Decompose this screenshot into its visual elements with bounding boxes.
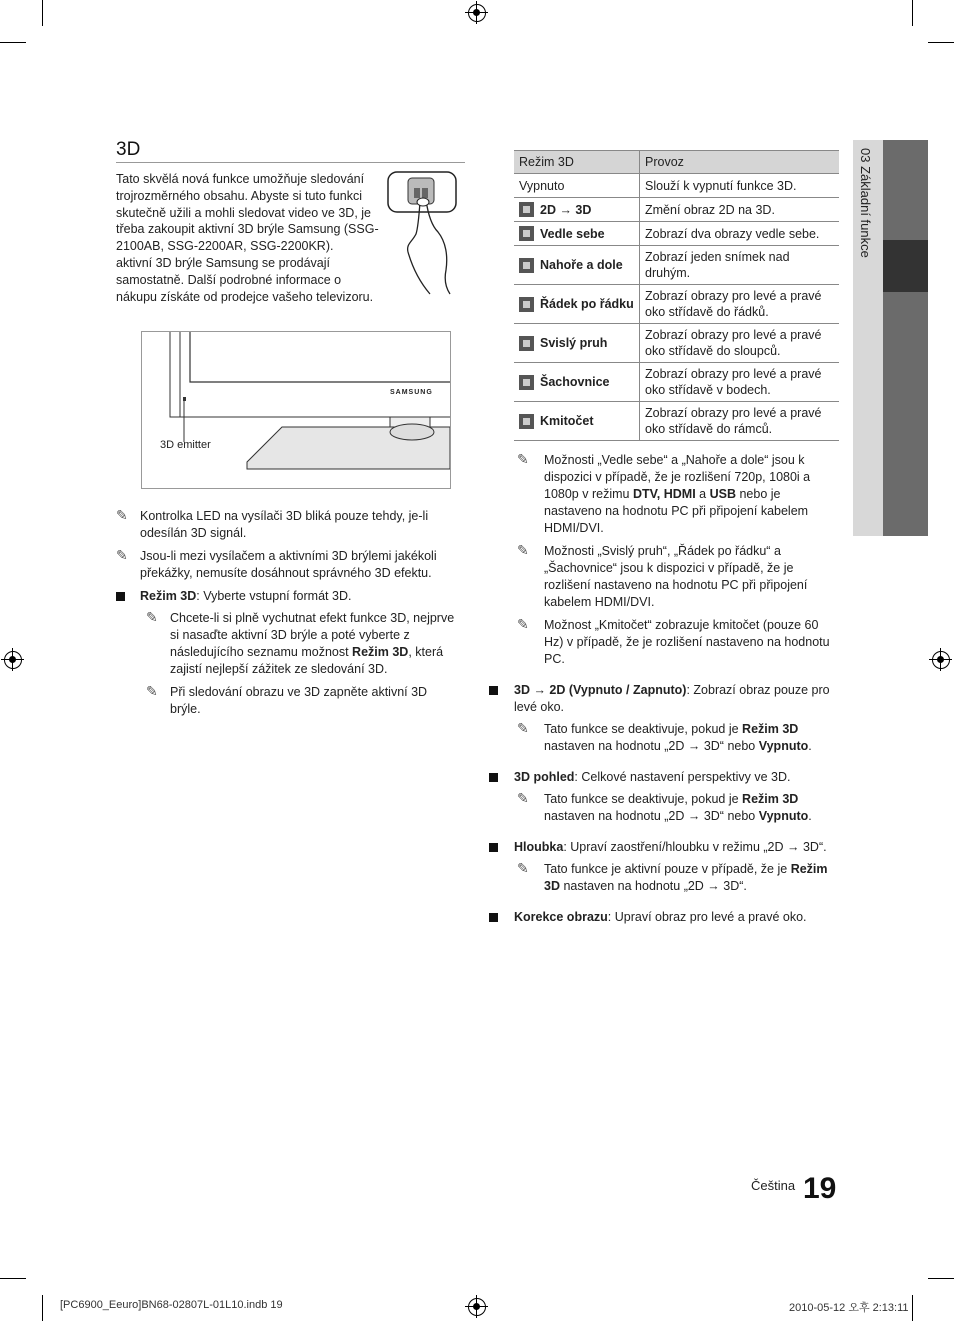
- intro-text: [116, 171, 382, 305]
- note-pencil-icon: ✎: [116, 507, 128, 523]
- mode-cell: Vedle sebe: [514, 222, 640, 246]
- note: ✎ Jsou-li mezi vysílačem a aktivními 3D brýlemi jakékoli překážky, nemusíte dosáhnout správného 3D efektu.: [116, 547, 437, 580]
- side-by-side-icon: [519, 226, 534, 241]
- table-row: [514, 222, 839, 246]
- note-pencil-icon: ✎: [146, 609, 158, 625]
- registration-mark-icon: [4, 651, 22, 669]
- crop-mark: [928, 42, 954, 43]
- crop-mark: [912, 0, 913, 26]
- note-pencil-icon: ✎: [146, 683, 158, 699]
- table-row: [514, 285, 839, 324]
- op-cell: Zobrazí dva obrazy vedle sebe.: [640, 222, 840, 246]
- note: ✎ Chcete-li si plně vychutnat efekt funkce 3D, nejprve si nasaďte aktivní 3D brýle a poté vyberte z následujícího seznamu možnost Režim 3D, která zajistí nejlepší zážitek ze sledování 3D.: [146, 609, 455, 676]
- op-cell: Slouží k vypnutí funkce 3D.: [640, 174, 840, 198]
- mode-cell: Kmitočet: [514, 402, 640, 441]
- registration-mark-icon: [468, 4, 486, 22]
- note-pencil-icon: ✎: [517, 860, 529, 876]
- crop-mark: [912, 1295, 913, 1321]
- note-pencil-icon: ✎: [517, 616, 529, 632]
- note-pencil-icon: ✎: [116, 547, 128, 563]
- table-row: [514, 324, 839, 363]
- bullet-item: Hloubka: Upraví zaostření/hloubku v režimu „2D → 3D“.: [489, 839, 839, 856]
- vertical-stripe-icon: [519, 336, 534, 351]
- note: ✎ Tato funkce se deaktivuje, pokud je Režim 3D nastaven na hodnotu „2D → 3D“ nebo Vypnuto.: [517, 720, 812, 753]
- note: ✎ Tato funkce je aktivní pouze v případě, že je Režim 3D nastaven na hodnotu „2D → 3D“.: [517, 860, 828, 893]
- table-row: [514, 402, 839, 441]
- note: ✎ Možnosti „Vedle sebe“ a „Nahoře a dole“ jsou k dispozici v případě, že je rozlišení 720p, 1080i a 1080p v režimu DTV, HDMI a USB nebo je nastaveno na hodnotu PC při připojení kabelem HDMI/DVI.: [517, 451, 811, 535]
- frequency-icon: [519, 414, 534, 429]
- bullet-square-icon: [489, 913, 498, 922]
- table-header: Režim 3D: [514, 151, 640, 174]
- tv-brand-logo: SAMSUNG: [390, 389, 433, 396]
- registration-mark-icon: [932, 651, 950, 669]
- print-footer-date: 2010-05-12 오후 2:13:11: [789, 1302, 909, 1314]
- op-cell: Změní obraz 2D na 3D.: [640, 198, 840, 222]
- crop-mark: [928, 1278, 954, 1279]
- note-pencil-icon: ✎: [517, 451, 529, 467]
- bullet-square-icon: [489, 686, 498, 695]
- note-pencil-icon: ✎: [517, 542, 529, 558]
- chapter-tab: [853, 140, 928, 536]
- note: ✎ Při sledování obrazu ve 3D zapněte aktivní 3D brýle.: [146, 683, 428, 716]
- op-cell: Zobrazí obrazy pro levé a pravé oko střídavě v bodech.: [640, 363, 840, 402]
- line-by-line-icon: [519, 297, 534, 312]
- mode-cell: Svislý pruh: [514, 324, 640, 363]
- table-row: [514, 174, 839, 198]
- table-row: [514, 198, 839, 222]
- print-footer-file: [PC6900_Eeuro]BN68-02807L-01L10.indb 19: [60, 1299, 283, 1311]
- bullet-square-icon: [489, 773, 498, 782]
- crop-mark: [42, 1295, 43, 1321]
- bullet-item: 3D → 2D (Vypnuto / Zapnuto): Zobrazí obraz pouze pro levé oko.: [489, 682, 839, 716]
- mode-cell: 2D → 3D: [514, 198, 640, 222]
- note: ✎ Možnost „Kmitočet“ zobrazuje kmitočet (pouze 60 Hz) v případě, že je rozlišení nastaveno na hodnotu PC.: [517, 616, 830, 666]
- chapter-label: 03 Základní funkce: [858, 148, 873, 258]
- table-row: [514, 246, 839, 285]
- mode-cell: Vypnuto: [514, 174, 640, 198]
- note: ✎ Tato funkce se deaktivuje, pokud je Režim 3D nastaven na hodnotu „2D → 3D“ nebo Vypnuto.: [517, 790, 812, 823]
- right-notes: [489, 452, 839, 931]
- note: ✎ Možnosti „Svislý pruh“, „Řádek po řádku“ a „Šachovnice“ jsou k dispozici v případě, že je rozlišení nastaveno na hodnotu PC při připojení kabelem HDMI/DVI.: [517, 542, 808, 609]
- 3d-mode-table: [514, 150, 839, 441]
- crop-mark: [0, 42, 26, 43]
- note: ✎ Kontrolka LED na vysílači 3D bliká pouze tehdy, je-li odesílán 3D signál.: [116, 507, 429, 540]
- note-pencil-icon: ✎: [517, 720, 529, 736]
- section-title: 3D: [116, 139, 141, 160]
- op-cell: Zobrazí obrazy pro levé a pravé oko střídavě do rámců.: [640, 402, 840, 441]
- crop-mark: [0, 1278, 26, 1279]
- op-cell: Zobrazí obrazy pro levé a pravé oko střídavě do sloupců.: [640, 324, 840, 363]
- table-row: [514, 363, 839, 402]
- emitter-label: 3D emitter: [160, 439, 211, 451]
- remote-3d-button-illustration: [386, 170, 458, 296]
- table-header-row: [514, 151, 839, 174]
- bullet-square-icon: [116, 592, 125, 601]
- mode-cell: Řádek po řádku: [514, 285, 640, 324]
- language-label: Čeština: [751, 1178, 796, 1193]
- note-pencil-icon: ✎: [517, 790, 529, 806]
- mode-cell: Šachovnice: [514, 363, 640, 402]
- mode-2d-3d-icon: [519, 202, 534, 217]
- bullet-item: 3D pohled: Celkové nastavení perspektivy ve 3D.: [489, 769, 839, 786]
- op-cell: Zobrazí obrazy pro levé a pravé oko střídavě do řádků.: [640, 285, 840, 324]
- crop-mark: [42, 0, 43, 26]
- intro-paragraph: Tato skvělá nová funkce umožňuje sledování trojrozměrného obsahu. Abyste si tuto funkci skutečně užili a mohli sledovat video ve 3D, je třeba zakoupit aktivní 3D brýle Samsung (SSG-2100AB, SSG-2200AR, SSG-2200KR).: [116, 172, 379, 254]
- registration-mark-icon: [468, 1298, 486, 1316]
- left-notes: [116, 508, 461, 724]
- page-number: 19: [803, 1172, 837, 1205]
- op-cell: Zobrazí jeden snímek nad druhým.: [640, 246, 840, 285]
- bullet-item: Korekce obrazu: Upraví obraz pro levé a pravé oko.: [489, 909, 839, 926]
- checker-board-icon: [519, 375, 534, 390]
- table-header: Provoz: [640, 151, 840, 174]
- bullet-square-icon: [489, 843, 498, 852]
- mode-cell: Nahoře a dole: [514, 246, 640, 285]
- tv-emitter-illustration: [141, 331, 451, 489]
- intro-paragraph: aktivní 3D brýle Samsung se prodávají samostatně. Další podrobné informace o nákupu získáte od prodejce vašeho televizoru.: [116, 255, 374, 304]
- title-divider: [116, 162, 465, 163]
- bullet-item: Režim 3D: Vyberte vstupní formát 3D.: [116, 588, 461, 605]
- top-bottom-icon: [519, 258, 534, 273]
